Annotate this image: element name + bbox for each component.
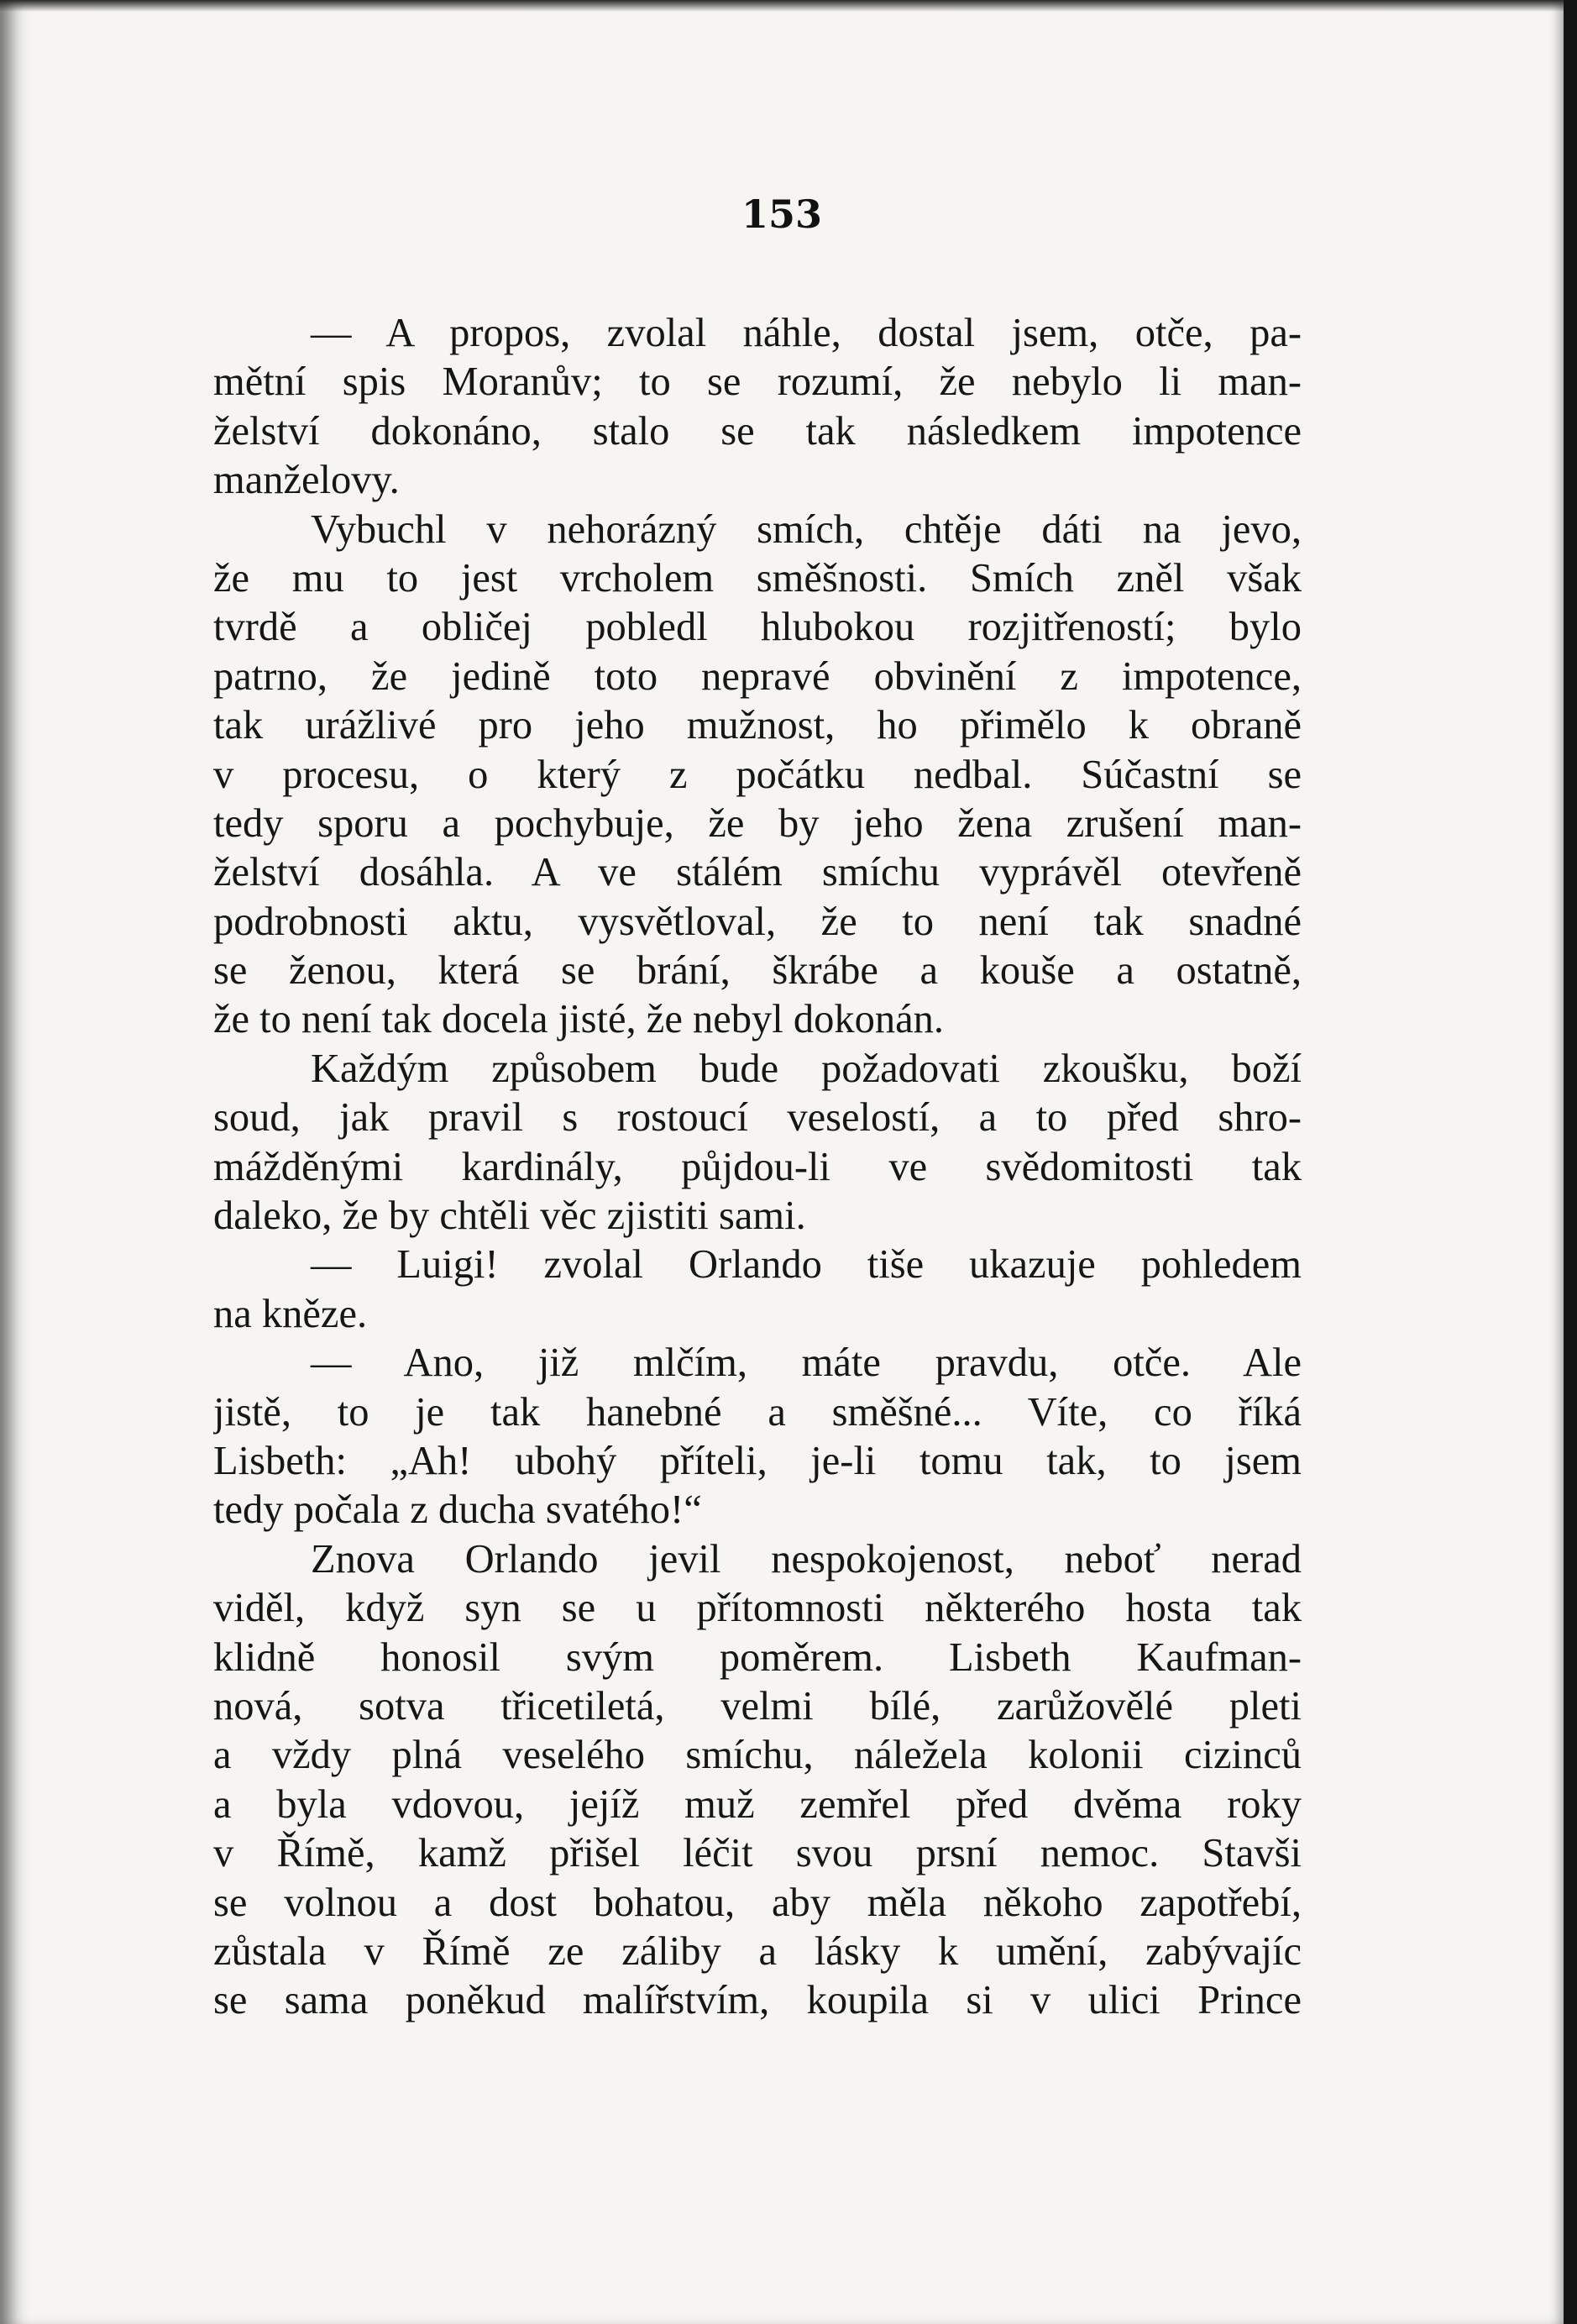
text-line: viděl, když syn se u přítomnosti některého hosta tak <box>213 1586 1302 1631</box>
text-line: že to není tak docela jisté, že nebyl dokonán. <box>213 997 944 1042</box>
text-line: nová, sotva třicetiletá, velmi bílé, zarůžovělé pleti <box>213 1683 1302 1729</box>
text-line: se sama poněkud malířstvím, koupila si v ulici Prince <box>213 1978 1302 2023</box>
text-line: podrobnosti aktu, vysvětloval, že to není tak snadné <box>213 899 1302 944</box>
text-line: tedy sporu a pochybuje, že by jeho žena zrušení man- <box>213 800 1302 846</box>
text-line: patrno, že jedině toto nepravé obvinění z impotence, <box>213 653 1302 699</box>
text-line: daleko, že by chtěli věc zjistiti sami. <box>213 1193 806 1239</box>
text-line: tedy počala z ducha svatého!“ <box>213 1487 702 1533</box>
text-line: Lisbeth: „Ah! ubohý příteli, je-li tomu tak, to jsem <box>213 1438 1302 1483</box>
text-line: v Římě, kamž přišel léčit svou prsní nemoc. Stavši <box>213 1831 1302 1876</box>
text-line: — A propos, zvolal náhle, dostal jsem, otče, pa- <box>311 311 1302 355</box>
text-line: manželovy. <box>213 458 400 503</box>
text-line: se ženou, která se brání, škrábe a kouše a ostatně, <box>213 948 1302 994</box>
text-line: — Ano, již mlčím, máte pravdu, otče. Ale <box>311 1340 1302 1386</box>
text-line: želství dokonáno, stalo se tak následkem impotence <box>213 408 1302 454</box>
scan-right-edge <box>1564 0 1577 2324</box>
text-line: a byla vdovou, jejíž muž zemřel před dvěma roky <box>213 1781 1302 1827</box>
text-line: soud, jak pravil s rostoucí veselostí, a to před shro- <box>213 1095 1302 1141</box>
text-line: tak urážlivé pro jeho mužnost, ho přimělo k obraně <box>213 703 1302 748</box>
page-number: 153 <box>741 191 823 237</box>
text-line: že mu to jest vrcholem směšnosti. Smích zněl však <box>213 555 1302 601</box>
text-line: Znova Orlando jevil nespokojenost, neboť nerad <box>311 1536 1302 1582</box>
text-line: mážděnými kardinály, půjdou-li ve svědomitosti tak <box>213 1144 1302 1189</box>
text-line: želství dosáhla. A ve stálém smíchu vyprávěl otevřeně <box>213 850 1302 895</box>
text-line: mětní spis Moranův; to se rozumí, že nebylo li man- <box>213 359 1302 405</box>
text-line: a vždy plná veselého smíchu, náležela kolonii cizinců <box>213 1733 1302 1778</box>
text-line: klidně honosil svým poměrem. Lisbeth Kaufman- <box>213 1634 1302 1680</box>
text-line: jistě, to je tak hanebné a směšné... Víte, co říká <box>213 1389 1302 1435</box>
text-line: tvrdě a obličej pobledl hlubokou rozjitřeností; bylo <box>213 605 1302 650</box>
text-line: v procesu, o který z počátku nedbal. Súčastní se <box>213 752 1302 797</box>
text-line: Vybuchl v nehorázný smích, chtěje dáti na jevo, <box>311 506 1302 552</box>
body-text <box>213 309 1302 2026</box>
text-line: — Luigi! zvolal Orlando tiše ukazuje pohledem <box>311 1242 1302 1288</box>
text-line: Každým způsobem bude požadovati zkoušku, boží <box>311 1046 1302 1091</box>
text-line: se volnou a dost bohatou, aby měla někoho zapotřebí, <box>213 1880 1302 1925</box>
text-line: zůstala v Římě ze záliby a lásky k umění, zabývajíc <box>213 1928 1302 1974</box>
text-line: na kněze. <box>213 1291 368 1336</box>
scan-top-edge <box>0 0 1564 12</box>
